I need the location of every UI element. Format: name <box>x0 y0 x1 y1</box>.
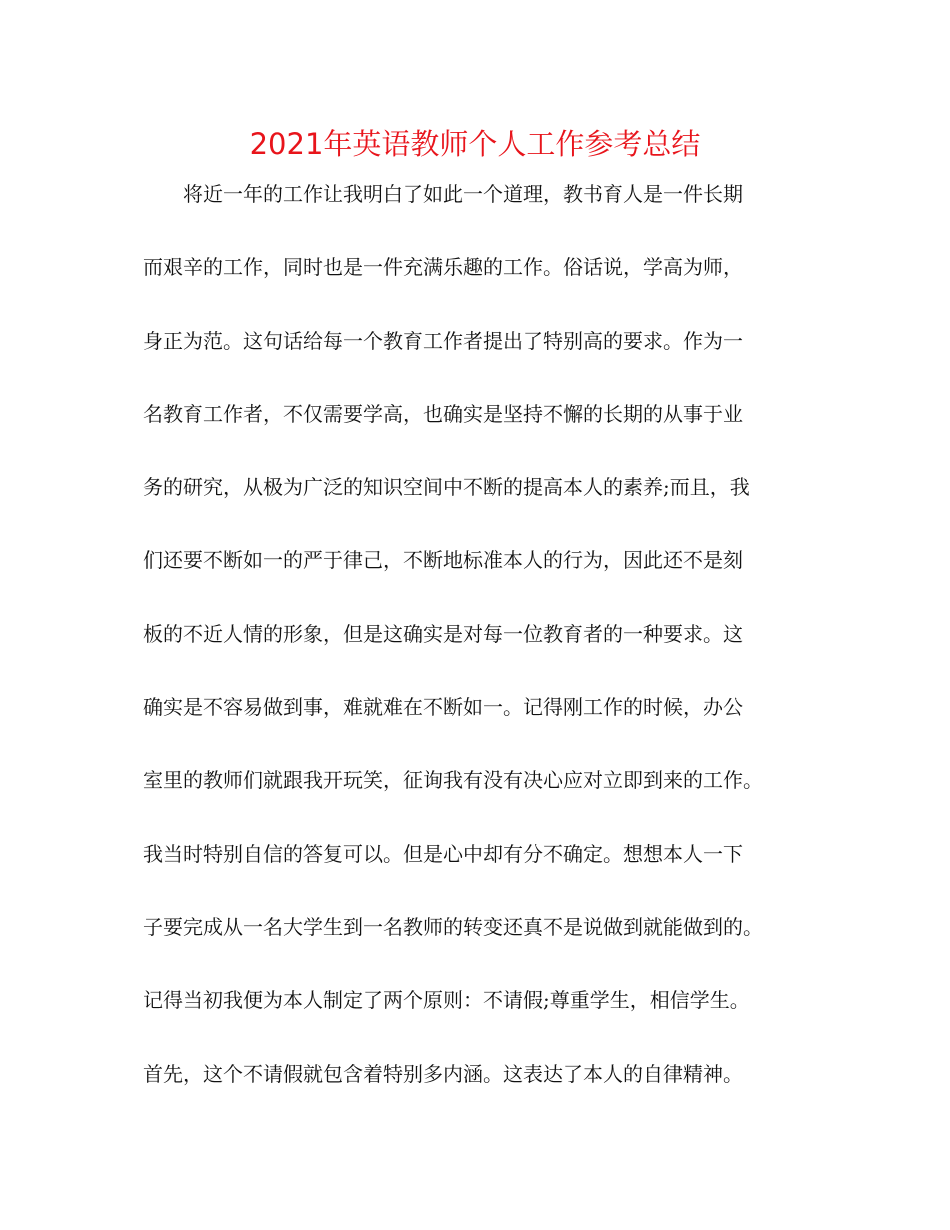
body-line: 务的研究，从极为广泛的知识空间中不断的提高本人的素养;而且，我 <box>143 475 750 500</box>
body-line: 板的不近人情的形象，但是这确实是对每一位教育者的一种要求。这 <box>143 621 743 646</box>
body-line: 名教育工作者，不仅需要学高，也确实是坚持不懈的长期的从事于业 <box>143 401 743 426</box>
body-line: 将近一年的工作让我明白了如此一个道理，教书育人是一件长期 <box>183 182 743 206</box>
body-line: 而艰辛的工作，同时也是一件充满乐趣的工作。俗话说，学高为师， <box>143 255 743 280</box>
body-line: 首先，这个不请假就包含着特别多内涵。这表达了本人的自律精神。 <box>143 1061 743 1086</box>
body-line: 们还要不断如一的严于律己，不断地标准本人的行为，因此还不是刻 <box>143 548 743 573</box>
body-line: 记得当初我便为本人制定了两个原则：不请假;尊重学生，相信学生。 <box>143 988 750 1013</box>
document-body <box>143 174 813 1127</box>
body-line: 确实是不容易做到事，难就难在不断如一。记得刚工作的时候，办公 <box>143 695 743 720</box>
document-title: 2021年英语教师个人工作参考总结 <box>249 127 701 161</box>
body-line: 我当时特别自信的答复可以。但是心中却有分不确定。想想本人一下 <box>143 841 743 866</box>
body-line: 子要完成从一名大学生到一名教师的转变还真不是说做到就能做到的。 <box>143 914 763 939</box>
body-line: 身正为范。这句话给每一个教育工作者提出了特别高的要求。作为一 <box>143 328 743 353</box>
body-line: 室里的教师们就跟我开玩笑，征询我有没有决心应对立即到来的工作。 <box>143 768 763 793</box>
